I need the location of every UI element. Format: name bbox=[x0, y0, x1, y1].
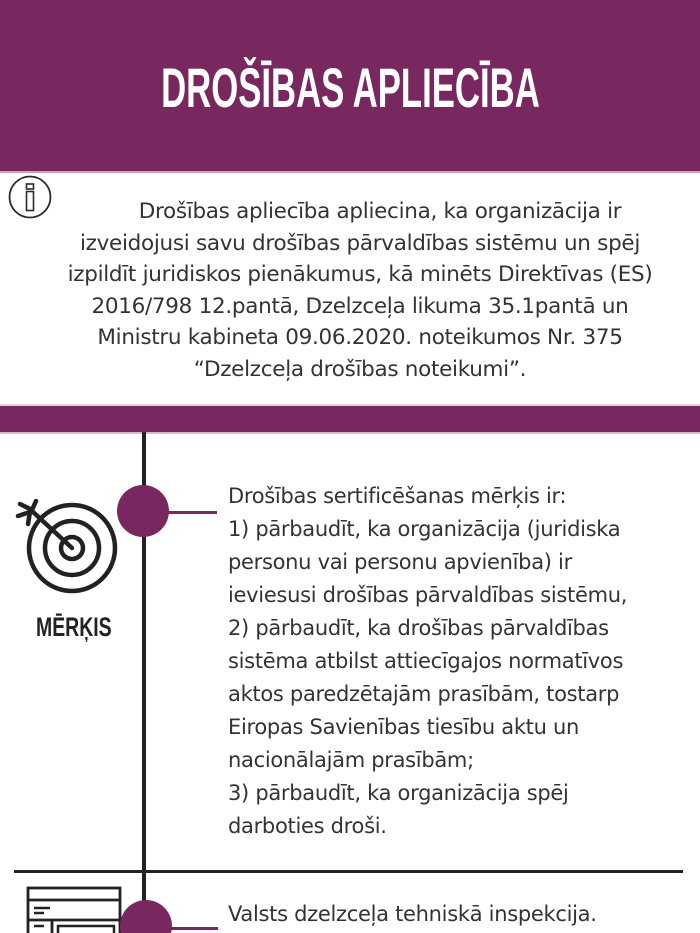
goal-line: Eiropas Savienības tiesību aktu un bbox=[228, 715, 580, 739]
goal-line: sistēma atbilst attiecīgajos normatīvos bbox=[228, 649, 624, 673]
goal-line: nacionālajām prasībām; bbox=[228, 748, 474, 772]
goal-line: personu vai personu apvienība) ir bbox=[228, 550, 572, 574]
target-icon bbox=[12, 498, 122, 598]
intro-paragraph bbox=[20, 196, 700, 385]
document-form-icon bbox=[26, 886, 126, 933]
intro-line: Ministru kabineta 09.06.2020. noteikumos Nr. 375 bbox=[97, 325, 623, 350]
goal-line: 2) pārbaudīt, ka drošības pārvaldības bbox=[228, 616, 609, 640]
page-title: DROŠĪBAS APLIECĪBA bbox=[160, 56, 540, 119]
intro-line: izveidojusi savu drošības pārvaldības sistēmu un spēj bbox=[79, 230, 641, 256]
goal-description bbox=[228, 480, 698, 843]
section-separator bbox=[14, 870, 683, 873]
goal-line: darboties droši. bbox=[228, 814, 387, 838]
goal-line: 1) pārbaudīt, ka organizācija (juridiska bbox=[228, 517, 621, 541]
intro-line: Drošības apliecība apliecina, ka organizācija ir bbox=[138, 199, 622, 224]
timeline-dot bbox=[120, 900, 172, 933]
page-header bbox=[0, 0, 700, 171]
timeline-connector bbox=[170, 927, 218, 930]
timeline-dot bbox=[117, 485, 169, 537]
goal-line: Drošības sertificēšanas mērķis ir: bbox=[228, 484, 567, 508]
section-label-goal: MĒRĶIS bbox=[36, 612, 112, 642]
goal-line: ieviesusi drošības pārvaldības sistēmu, bbox=[228, 583, 628, 607]
intro-line: 2016/798 12.pantā, Dzelzceļa likuma 35.1pantā un bbox=[91, 293, 629, 319]
timeline-connector bbox=[168, 511, 217, 514]
band-edge bbox=[0, 432, 700, 434]
authority-description: Valsts dzelzceļa tehniskā inspekcija. bbox=[228, 902, 597, 926]
goal-line: aktos paredzētajām prasībām, tostarp bbox=[228, 682, 620, 706]
header-divider bbox=[0, 171, 700, 173]
intro-line: “Dzelzceļa drošības noteikumi”. bbox=[193, 356, 527, 382]
intro-line: izpildīt juridiskos pienākumus, kā minēts Direktīvas (ES) bbox=[67, 262, 653, 287]
section-band bbox=[0, 406, 700, 432]
goal-line: 3) pārbaudīt, ka organizācija spēj bbox=[228, 781, 569, 805]
